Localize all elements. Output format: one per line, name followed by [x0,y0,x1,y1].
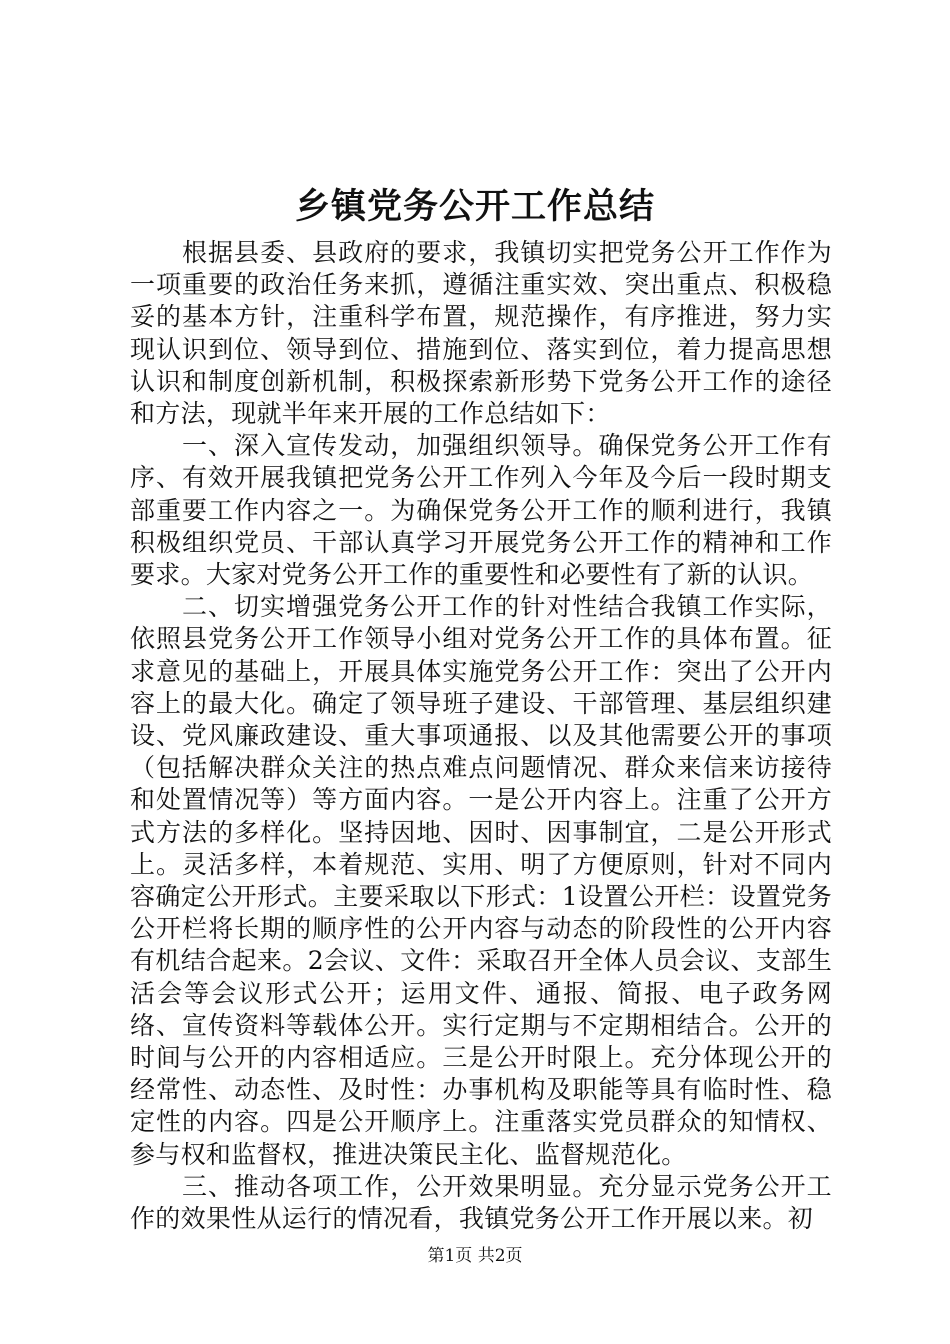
paragraph-section-1: 一、深入宣传发动，加强组织领导。确保党务公开工作有序、有效开展我镇把党务公开工作列入今年及今后一段时期支部重要工作内容之一。为确保党务公开工作的顺利进行，我镇积极组织党员、干部认真学习开展党务公开工作的精神和工作要求。大家对党务公开工作的重要性和必要性有了新的认识。 [130,431,832,590]
document-body [130,237,832,1235]
paragraph-intro: 根据县委、县政府的要求，我镇切实把党务公开工作作为一项重要的政治任务来抓，遵循注重实效、突出重点、积极稳妥的基本方针，注重科学布置，规范操作，有序推进，努力实现认识到位、领导到位、措施到位、落实到位，着力提高思想认识和制度创新机制，积极探索新形势下党务公开工作的途径和方法，现就半年来开展的工作总结如下： [130,238,832,429]
paragraph-section-2: 二、切实增强党务公开工作的针对性结合我镇工作实际，依照县党务公开工作领导小组对党务公开工作的具体布置。征求意见的基础上，开展具体实施党务公开工作：突出了公开内容上的最大化。确定了领导班子建设、干部管理、基层组织建设、党风廉政建设、重大事项通报、以及其他需要公开的事项（包括解决群众关注的热点难点问题情况、群众来信来访接待和处置情况等）等方面内容。一是公开内容上。注重了公开方式方法的多样化。坚持因地、因时、因事制宜，二是公开形式上。灵活多样，本着规范、实用、明了方便原则，针对不同内容确定公开形式。主要采取以下形式：1设置公开栏：设置党务公开栏将长期的顺序性的公开内容与动态的阶段性的公开内容有机结合起来。2会议、文件：采取召开全体人员会议、支部生活会等会议形式公开；运用文件、通报、简报、电子政务网络、宣传资料等载体公开。实行定期与不定期相结合。公开的时间与公开的内容相适应。三是公开时限上。充分体现公开的经常性、动态性、及时性：办事机构及职能等具有临时性、稳定性的内容。四是公开顺序上。注重落实党员群众的知情权、参与权和监督权，推进决策民主化、监督规范化。 [130,592,832,1169]
paragraph-section-3: 三、推动各项工作，公开效果明显。充分显示党务公开工作的效果性从运行的情况看，我镇党务公开工作开展以来。初 [130,1171,832,1234]
page-number-footer: 第1页 共2页 [427,1246,523,1266]
document-title: 乡镇党务公开工作总结 [294,186,655,227]
